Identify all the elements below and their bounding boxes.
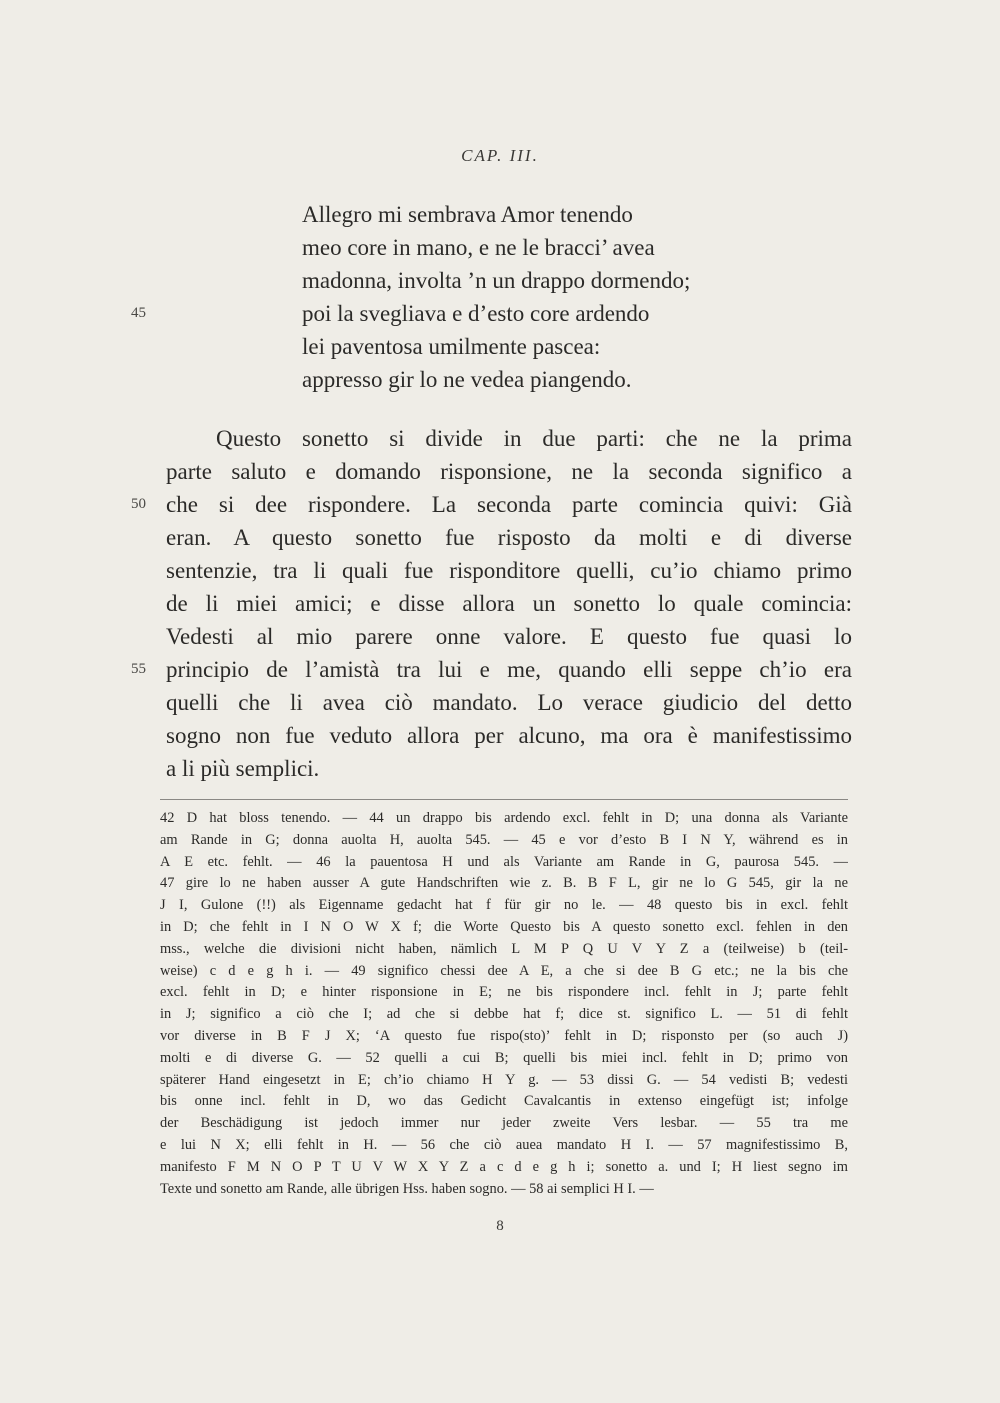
prose-line: eran. A questo sonetto fue risposto da molti e di diverse bbox=[166, 525, 852, 550]
note-line: mss., welche die divisioni nicht haben, nämlich L M P Q U V Y Z a (teilweise) b (teil- bbox=[160, 940, 848, 957]
stanza-line: madonna, involta ’n un drappo dormendo; bbox=[302, 268, 691, 293]
stanza-line: appresso gir lo ne vedea piangendo. bbox=[302, 367, 632, 392]
prose-line: sogno non fue veduto allora per alcuno, ma ora è manifestissimo bbox=[166, 723, 852, 748]
margin-line-number: 45 bbox=[131, 305, 146, 321]
note-line: A E etc. fehlt. — 46 la pauentosa H und als Variante am Rande in G, paurosa 545. — bbox=[160, 853, 848, 870]
prose-line: Questo sonetto si divide in due parti: che ne la prima bbox=[216, 426, 852, 451]
margin-line-number: 55 bbox=[131, 661, 146, 677]
page-number: 8 bbox=[496, 1218, 504, 1234]
note-line: 47 gire lo ne haben ausser A gute Handschriften wie z. B. B F L, gir ne lo G 545, gir la ne bbox=[160, 875, 848, 892]
prose-line: principio de l’amistà tra lui e me, quando elli seppe ch’io era bbox=[166, 657, 852, 682]
note-line: e lui N X; elli fehlt in H. — 56 che ciò auea mandato H I. — 57 magnifestissimo B, bbox=[160, 1136, 848, 1153]
margin-line-number: 50 bbox=[131, 496, 146, 512]
prose-line: parte saluto e domando risponsione, ne la seconda significo a bbox=[166, 459, 852, 484]
note-line: molti e di diverse G. — 52 quelli a cui B; quelli bis miei incl. fehlt in D; primo von bbox=[160, 1049, 848, 1066]
note-line: excl. fehlt in D; e hinter risponsione in E; ne bis rispondere incl. fehlt in J; parte fehlt bbox=[160, 984, 848, 1001]
stanza-line: poi la svegliava e d’esto core ardendo bbox=[302, 301, 650, 326]
note-line: in J; significo a ciò che I; ad che si debbe hat f; dice st. significo L. — 51 di fehlt bbox=[160, 1006, 848, 1023]
stanza-line: meo core in mano, e ne le bracci’ avea bbox=[302, 235, 655, 260]
note-line: weise) c d e g h i. — 49 significo chessi dee A E, a che si dee B G etc.; ne la bis che bbox=[160, 962, 848, 979]
prose-line: de li miei amici; e disse allora un sonetto lo quale comincia: bbox=[166, 591, 852, 616]
note-line: bis onne incl. fehlt in D, wo das Gedicht Cavalcantis in extenso eingefügt ist; infolge bbox=[160, 1093, 848, 1110]
note-line: der Beschädigung ist jedoch immer nur jeder zweite Vers lesbar. — 55 tra me bbox=[160, 1115, 848, 1132]
note-line: späterer Hand eingesetzt in E; ch’io chiamo H Y g. — 53 dissi G. — 54 vedisti B; vedesti bbox=[160, 1071, 848, 1088]
stanza-line: Allegro mi sembrava Amor tenendo bbox=[302, 202, 633, 227]
note-line: J I, Gulone (!!) als Eigenname gedacht hat f für gir no le. — 48 questo bis in excl. fehlt bbox=[160, 897, 848, 914]
prose-line: che si dee rispondere. La seconda parte comincia quivi: Già bbox=[166, 492, 852, 517]
note-line: vor diverse in B F J X; ‘A questo fue rispo(sto)’ fehlt in D; risponsto per (so auch J) bbox=[160, 1027, 848, 1044]
running-header: CAP. III. bbox=[461, 146, 539, 165]
sonnet-stanza bbox=[302, 198, 862, 396]
note-line: 42 D hat bloss tenendo. — 44 un drappo bis ardendo excl. fehlt in D; una donna als Variante bbox=[160, 810, 848, 826]
critical-apparatus bbox=[160, 808, 848, 1200]
note-line: Texte und sonetto am Rande, alle übrigen Hss. haben sogno. — 58 ai semplici H I. — bbox=[160, 1180, 654, 1197]
note-line: am Rande in G; donna auolta H, auolta 545. — 45 e vor d’esto B I N Y, während es in bbox=[160, 831, 848, 848]
prose-line: quelli che li avea ciò mandato. Lo verace giudicio del detto bbox=[166, 690, 852, 715]
footnote-rule bbox=[160, 799, 848, 800]
prose-paragraph bbox=[166, 422, 852, 785]
note-line: manifesto F M N O P T U V W X Y Z a c d e g h i; sonetto a. und I; H liest segno im bbox=[160, 1158, 848, 1175]
prose-line: sentenzie, tra li quali fue risponditore quelli, cu’io chiamo primo bbox=[166, 558, 852, 583]
stanza-line: lei paventosa umilmente pascea: bbox=[302, 334, 601, 359]
prose-line: a li più semplici. bbox=[166, 756, 320, 781]
note-line: in D; che fehlt in I N O W X f; die Worte Questo bis A questo sonetto excl. fehlen in den bbox=[160, 918, 848, 935]
prose-line: Vedesti al mio parere onne valore. E questo fue quasi lo bbox=[166, 624, 852, 649]
